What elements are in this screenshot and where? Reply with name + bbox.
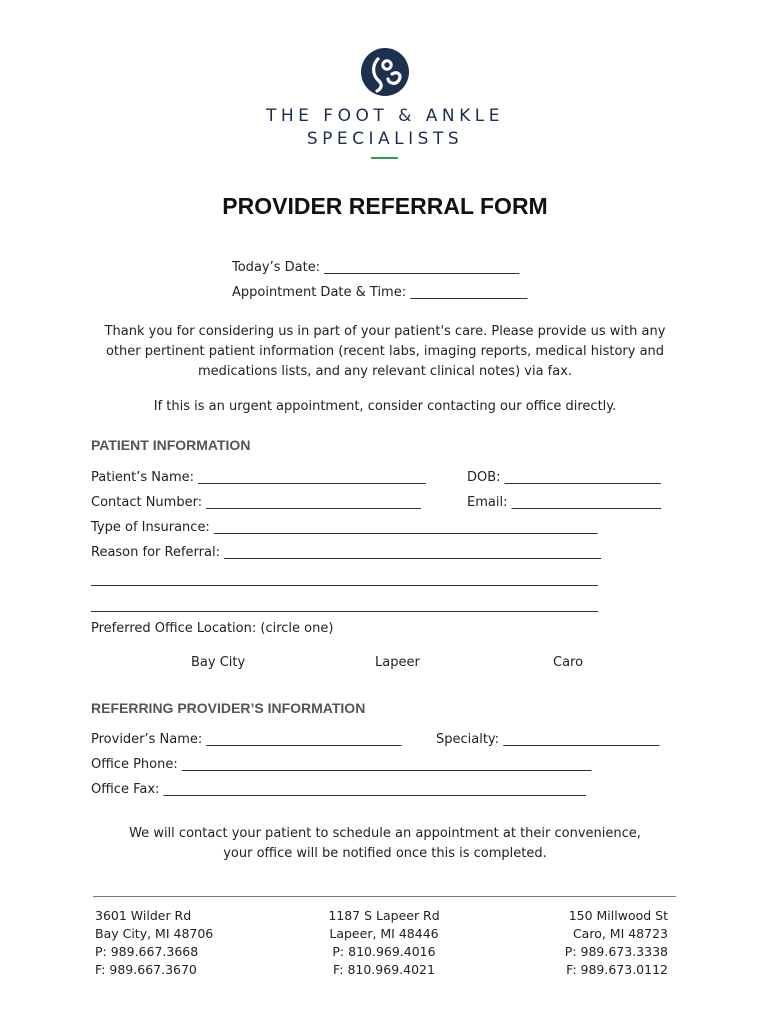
patient-info-heading: PATIENT INFORMATION	[91, 437, 251, 453]
referral-reason-line-2[interactable]: ______________________________________________________________________________	[91, 572, 598, 587]
location-phone: P: 989.673.3338	[564, 944, 668, 959]
specialty-field[interactable]: Specialty: ________________________	[436, 732, 660, 747]
closing-line-1: We will contact your patient to schedule an appointment at their convenience,	[129, 826, 641, 841]
form-title: PROVIDER REFERRAL FORM	[222, 193, 548, 219]
office-location-prompt: Preferred Office Location: (circle one)	[91, 621, 334, 636]
location-bay-city	[95, 907, 213, 979]
brand-name-line2: SPECIALISTS	[306, 129, 464, 149]
provider-info-heading: REFERRING PROVIDER’S INFORMATION	[91, 700, 366, 716]
office-option-bay-city[interactable]: Bay City	[191, 655, 246, 670]
referral-reason-field[interactable]: Reason for Referral: __________________________________________________________	[91, 545, 602, 560]
office-option-lapeer[interactable]: Lapeer	[375, 655, 420, 670]
intro-paragraph: Thank you for considering us in part of your patient's care. Please provide us with any other pertinent patient information (recent labs, imaging reports, medical history and medications lists, and any relevant clinical notes) via fax.	[104, 324, 666, 379]
foot-ankle-logo-icon	[361, 48, 409, 96]
closing-line-2: your office will be notified once this is completed.	[223, 846, 547, 861]
referral-reason-line-3[interactable]: ______________________________________________________________________________	[91, 598, 598, 613]
location-caro	[540, 907, 668, 979]
location-city: Bay City, MI 48706	[95, 926, 214, 941]
location-city: Caro, MI 48723	[572, 926, 668, 941]
email-field[interactable]: Email: _______________________	[467, 495, 662, 510]
dob-field[interactable]: DOB: ________________________	[467, 470, 661, 485]
office-phone-field[interactable]: Office Phone: _______________________________________________________________	[91, 757, 592, 772]
location-fax: F: 989.667.3670	[95, 962, 197, 977]
urgent-note: If this is an urgent appointment, consider contacting our office directly.	[153, 399, 617, 414]
location-lapeer	[320, 907, 448, 979]
insurance-type-field[interactable]: Type of Insurance: ___________________________________________________________	[91, 520, 598, 535]
location-street: 1187 S Lapeer Rd	[328, 908, 440, 923]
todays-date-field[interactable]: Today’s Date: ______________________________	[232, 260, 520, 275]
location-fax: F: 810.969.4021	[333, 962, 435, 977]
provider-name-field[interactable]: Provider’s Name: ______________________________	[91, 732, 402, 747]
office-option-caro[interactable]: Caro	[553, 655, 584, 670]
location-city: Lapeer, MI 48446	[329, 926, 439, 941]
location-street: 3601 Wilder Rd	[95, 908, 192, 923]
appointment-date-field[interactable]: Appointment Date & Time: __________________	[232, 285, 528, 300]
contact-number-field[interactable]: Contact Number: _________________________________	[91, 495, 421, 510]
location-phone: P: 989.667.3668	[95, 944, 199, 959]
footer-divider	[93, 896, 676, 897]
location-phone: P: 810.969.4016	[332, 944, 436, 959]
brand-accent-rule	[371, 157, 398, 159]
office-fax-field[interactable]: Office Fax: _________________________________________________________________	[91, 782, 587, 797]
location-fax: F: 989.673.0112	[566, 962, 668, 977]
location-street: 150 Millwood St	[568, 908, 668, 923]
brand-name-line1: THE FOOT & ANKLE	[265, 106, 504, 126]
patient-name-field[interactable]: Patient’s Name: ___________________________________	[91, 470, 426, 485]
